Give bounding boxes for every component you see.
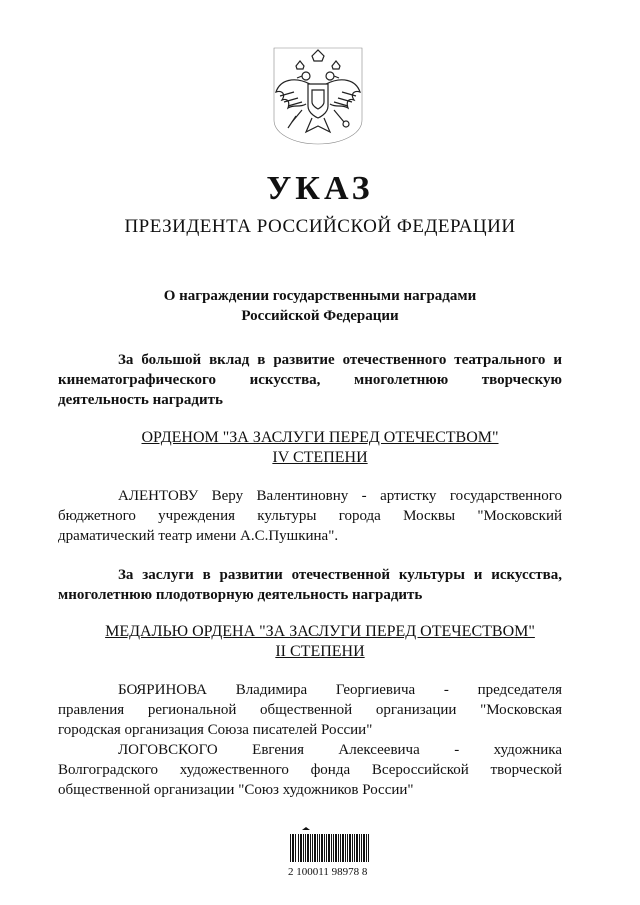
section1-intro [58, 350, 562, 410]
text-line: Волгоградского художественного фонда Всероссийской творческой [58, 762, 562, 778]
decree-issuer: ПРЕЗИДЕНТА РОССИЙСКОЙ ФЕДЕРАЦИИ [124, 216, 516, 237]
text-line: За большой вклад в развитие отечественного театрального и [118, 352, 562, 368]
text-line: правления региональной общественной организации "Московская [58, 702, 562, 718]
text-line: бюджетного учреждения культуры города Москвы "Московский [58, 508, 562, 524]
text-line: общественной организации "Союз художников России" [58, 782, 414, 798]
text-line: АЛЕНТОВУ Веру Валентиновну - артистку государственного [118, 488, 562, 504]
recipient-logovskoy [58, 740, 562, 800]
subject-line: О награждении государственными наградами [163, 288, 477, 304]
award-order-heading [0, 428, 640, 468]
decree-subject [0, 286, 640, 326]
text-line: городская организация Союза писателей России" [58, 722, 373, 738]
award-name: ОРДЕНОМ "ЗА ЗАСЛУГИ ПЕРЕД ОТЕЧЕСТВОМ" [141, 429, 499, 446]
barcode-icon [280, 826, 380, 866]
recipient-alentova [58, 486, 562, 546]
recipient-boyarinov [58, 680, 562, 740]
text-line: ЛОГОВСКОГО Евгения Алексеевича - художника [118, 742, 562, 758]
coat-of-arms-emblem-icon [272, 46, 364, 146]
award-medal-heading [0, 622, 640, 662]
award-degree: II СТЕПЕНИ [275, 643, 365, 660]
award-name: МЕДАЛЬЮ ОРДЕНА "ЗА ЗАСЛУГИ ПЕРЕД ОТЕЧЕСТВОМ" [105, 623, 535, 640]
barcode-number: 2 100011 98978 8 [288, 866, 368, 878]
text-line: драматический театр имени А.С.Пушкина". [58, 528, 339, 544]
subject-line: Российской Федерации [241, 308, 399, 324]
text-line: За заслуги в развитии отечественной культуры и искусства, [118, 567, 562, 583]
text-line: деятельность наградить [58, 392, 223, 408]
text-line: кинематографического искусства, многолетнюю творческую [58, 372, 562, 388]
decree-title: УКАЗ [266, 170, 374, 207]
text-line: БОЯРИНОВА Владимира Георгиевича - председателя [118, 682, 562, 698]
text-line: многолетнюю плодотворную деятельность наградить [58, 587, 423, 603]
award-degree: IV СТЕПЕНИ [272, 449, 368, 466]
section2-intro [58, 565, 562, 605]
